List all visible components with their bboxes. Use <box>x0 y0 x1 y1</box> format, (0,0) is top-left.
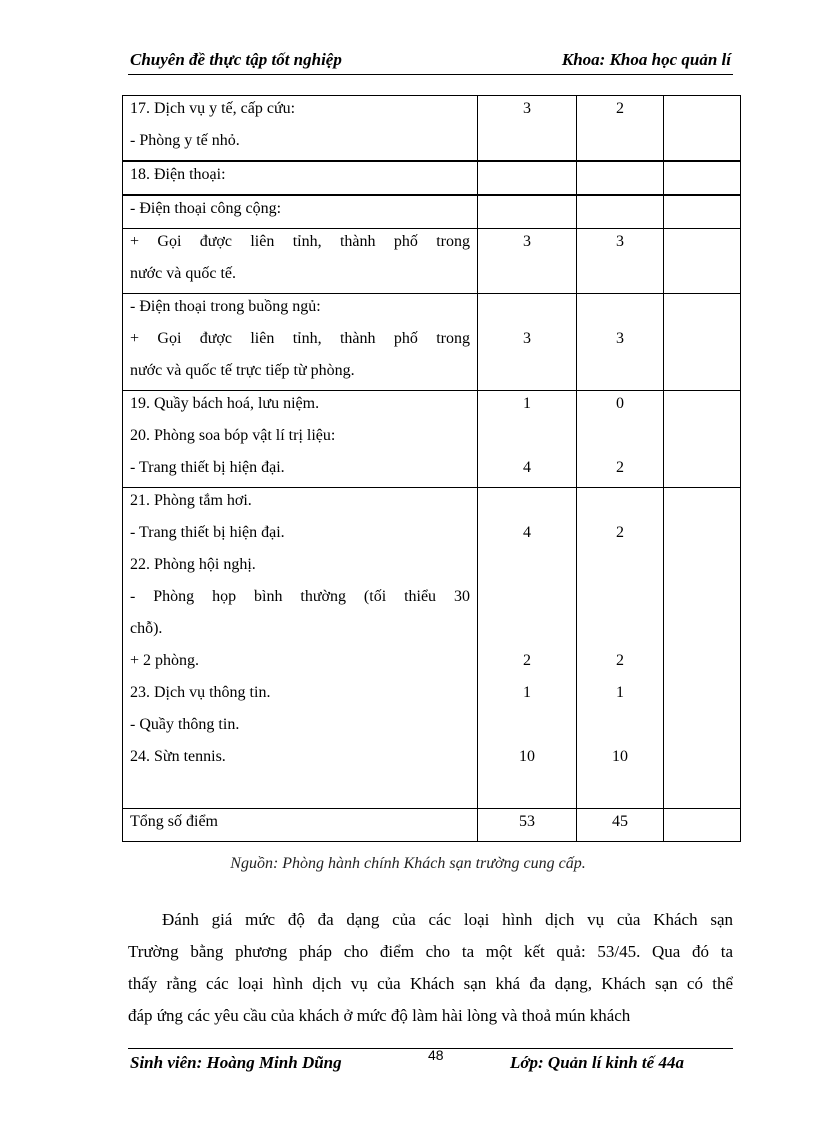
page-footer <box>128 1048 733 1075</box>
table-row <box>123 488 741 809</box>
table-row <box>123 229 741 294</box>
score-value <box>577 196 663 228</box>
score-value <box>577 712 663 744</box>
score-value: 2 <box>616 524 624 541</box>
paragraph-line: thấy rằng các loại hình dịch vụ của Khách sạn khá đa dạng, Khách sạn có thể <box>128 974 733 993</box>
score-value: 3 <box>523 233 531 250</box>
service-line: - Điện thoại trong buồng ngủ: <box>130 298 321 315</box>
empty-cell <box>664 96 741 162</box>
score-value <box>577 423 663 455</box>
page-number: 48 <box>428 1047 444 1063</box>
service-cell <box>123 195 478 229</box>
service-line: 22. Phòng hội nghị. <box>130 556 256 573</box>
service-line: 24. Sừn tennis. <box>130 748 226 765</box>
score-value <box>577 584 663 616</box>
score-value <box>478 712 576 744</box>
service-line: 21. Phòng tắm hơi. <box>130 492 252 509</box>
score-value: 0 <box>616 395 624 412</box>
score-standard-cell <box>478 809 577 842</box>
table-source-note: Nguồn: Phòng hành chính Khách sạn trường cung cấp. <box>230 855 586 872</box>
service-cell <box>123 391 478 488</box>
service-cell <box>123 809 478 842</box>
service-cell <box>123 96 478 162</box>
service-line: - Phòng họp bình thường (tối thiểu 30 <box>130 588 470 605</box>
services-score-table <box>122 95 741 842</box>
table-row <box>123 391 741 488</box>
score-hotel-cell <box>577 96 664 162</box>
score-hotel-cell <box>577 809 664 842</box>
service-line: 19. Quầy bách hoá, lưu niệm. <box>130 395 320 412</box>
score-value: 1 <box>523 684 531 701</box>
score-hotel-cell <box>577 294 664 391</box>
score-value: 3 <box>616 330 624 347</box>
score-value <box>478 423 576 455</box>
score-value: 4 <box>523 524 531 541</box>
empty-cell <box>664 161 741 195</box>
service-line: 17. Dịch vụ y tế, cấp cứu: <box>130 100 296 117</box>
service-cell <box>123 488 478 809</box>
service-line: - Điện thoại công cộng: <box>130 200 282 217</box>
score-value <box>577 616 663 648</box>
score-value <box>577 162 663 194</box>
service-line: 18. Điện thoại: <box>130 166 226 183</box>
footer-class: Lớp: Quản lí kinh tế 44a <box>510 1053 684 1072</box>
score-value: 3 <box>523 330 531 347</box>
score-value: 10 <box>519 748 535 765</box>
header-faculty: Khoa: Khoa học quản lí <box>561 50 731 69</box>
score-hotel-cell <box>577 229 664 294</box>
score-standard-cell <box>478 488 577 809</box>
empty-cell <box>664 809 741 842</box>
score-value <box>478 294 576 326</box>
service-line: Tổng số điểm <box>130 813 218 830</box>
score-value <box>577 488 663 520</box>
score-value <box>577 294 663 326</box>
service-line: + 2 phòng. <box>130 652 200 669</box>
score-value: 3 <box>616 233 624 250</box>
score-value <box>478 261 576 293</box>
score-value <box>577 776 663 808</box>
header-course-title: Chuyên đề thực tập tốt nghiệp <box>130 50 342 69</box>
service-line <box>130 776 470 808</box>
score-value <box>577 128 663 160</box>
score-value <box>478 552 576 584</box>
score-value: 1 <box>523 395 531 412</box>
score-standard-cell <box>478 391 577 488</box>
score-hotel-cell <box>577 488 664 809</box>
empty-cell <box>664 229 741 294</box>
score-hotel-cell <box>577 391 664 488</box>
service-line: chỗ). <box>130 620 163 637</box>
score-value: 4 <box>523 459 531 476</box>
score-value <box>478 358 576 390</box>
service-line: nước và quốc tế. <box>130 265 236 282</box>
score-value: 10 <box>612 748 628 765</box>
footer-student-name: Sinh viên: Hoàng Minh Dũng <box>130 1053 342 1072</box>
score-value: 3 <box>523 100 531 117</box>
service-cell <box>123 229 478 294</box>
evaluation-paragraph <box>128 904 733 1032</box>
score-value: 2 <box>616 100 624 117</box>
score-value <box>478 488 576 520</box>
score-value <box>478 196 576 228</box>
service-line: - Trang thiết bị hiện đại. <box>130 459 285 476</box>
table-row <box>123 195 741 229</box>
service-line: - Trang thiết bị hiện đại. <box>130 524 285 541</box>
score-value <box>478 616 576 648</box>
service-line: 23. Dịch vụ thông tin. <box>130 684 271 701</box>
score-value <box>478 162 576 194</box>
score-value: 2 <box>616 459 624 476</box>
paragraph-line: Đánh giá mức độ đa dạng của các loại hình dịch vụ của Khách sạn <box>162 910 733 929</box>
score-hotel-cell <box>577 195 664 229</box>
score-value <box>577 261 663 293</box>
service-line: + Gọi được liên tỉnh, thành phố trong <box>130 330 470 347</box>
score-value: 53 <box>519 813 535 830</box>
score-value: 2 <box>523 652 531 669</box>
score-value <box>478 776 576 808</box>
score-value: 2 <box>616 652 624 669</box>
table-row <box>123 294 741 391</box>
empty-cell <box>664 488 741 809</box>
table-row <box>123 96 741 162</box>
empty-cell <box>664 391 741 488</box>
score-standard-cell <box>478 294 577 391</box>
score-standard-cell <box>478 229 577 294</box>
score-value: 1 <box>616 684 624 701</box>
score-value <box>478 128 576 160</box>
score-hotel-cell <box>577 161 664 195</box>
service-line: 20. Phòng soa bóp vật lí trị liệu: <box>130 427 336 444</box>
table-row <box>123 809 741 842</box>
service-cell <box>123 294 478 391</box>
score-value <box>478 584 576 616</box>
score-value: 45 <box>612 813 628 830</box>
score-standard-cell <box>478 161 577 195</box>
page-header <box>128 50 733 75</box>
table-row <box>123 161 741 195</box>
empty-cell <box>664 294 741 391</box>
score-standard-cell <box>478 96 577 162</box>
paragraph-line: Trường bằng phương pháp cho điểm cho ta một kết quả: 53/45. Qua đó ta <box>128 942 733 961</box>
service-line: - Phòng y tế nhỏ. <box>130 132 240 149</box>
service-cell <box>123 161 478 195</box>
empty-cell <box>664 195 741 229</box>
score-value <box>577 552 663 584</box>
service-line: - Quầy thông tin. <box>130 716 240 733</box>
service-line: + Gọi được liên tỉnh, thành phố trong <box>130 233 470 250</box>
paragraph-line: đáp ứng các yêu cầu của khách ở mức độ làm hài lòng và thoả mún khách <box>128 1006 631 1025</box>
service-line: nước và quốc tế trực tiếp từ phòng. <box>130 362 355 379</box>
score-value <box>577 358 663 390</box>
score-standard-cell <box>478 195 577 229</box>
